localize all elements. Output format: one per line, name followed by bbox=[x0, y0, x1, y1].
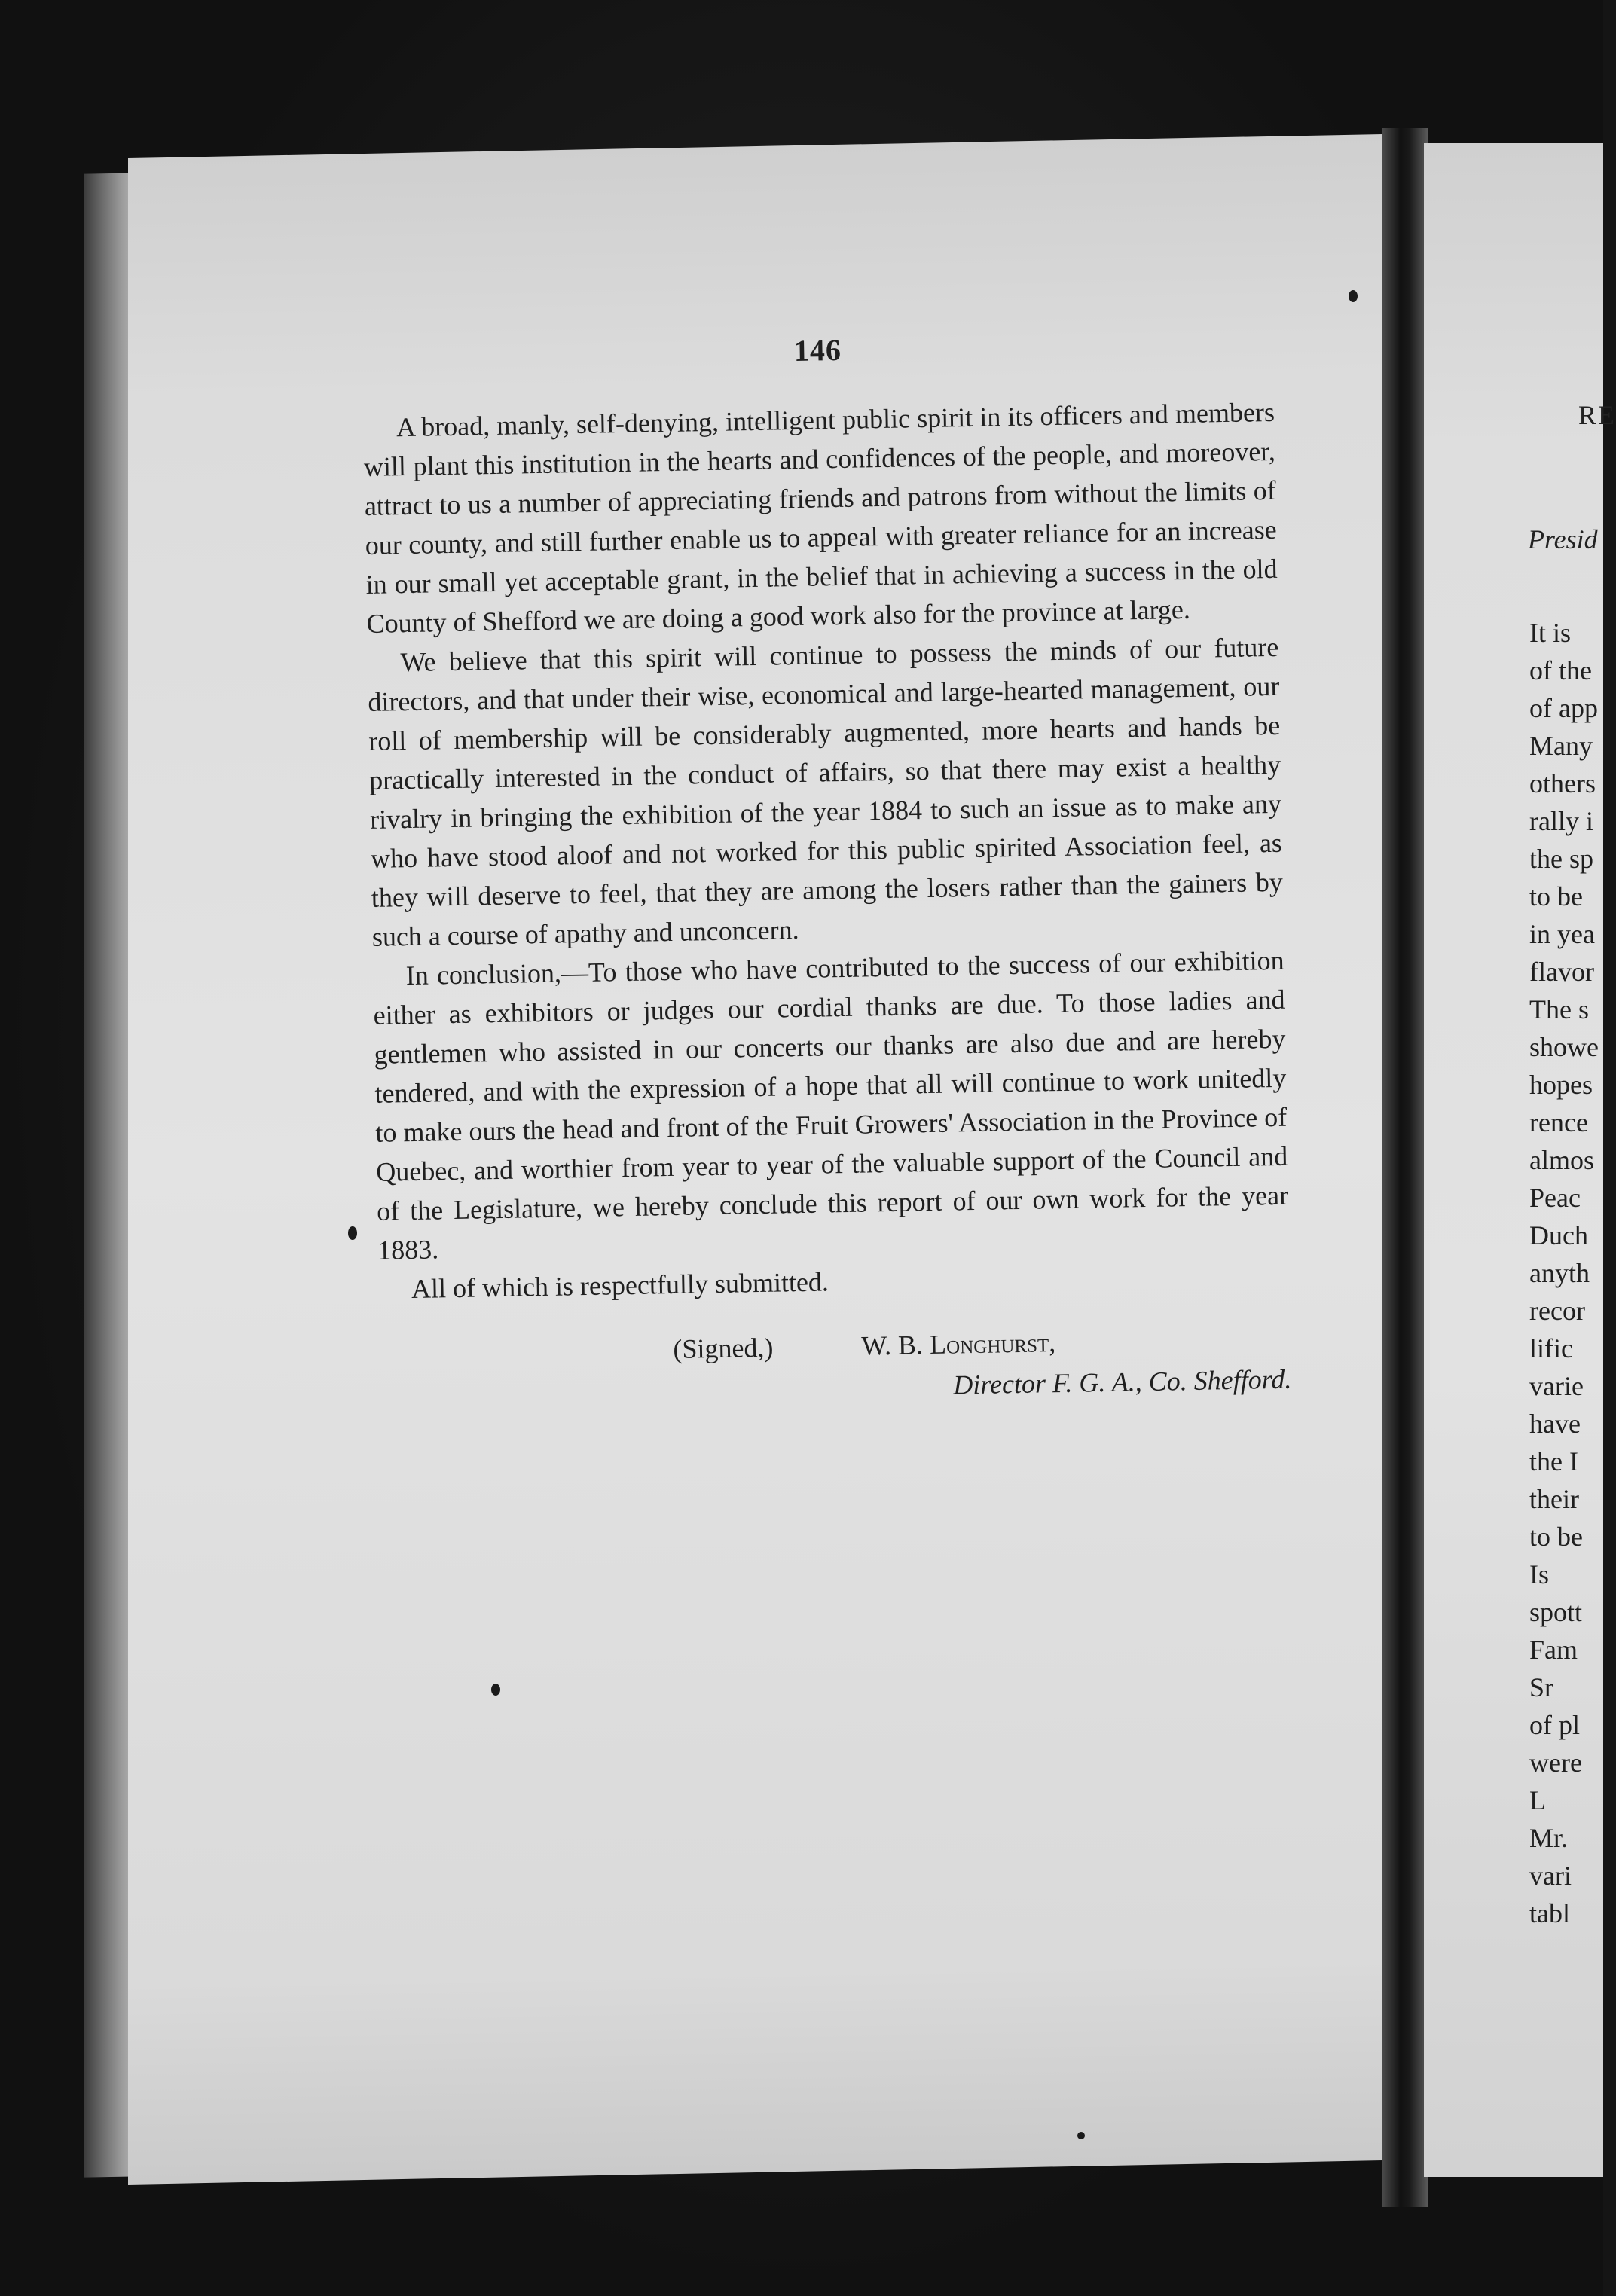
right-page-line: others bbox=[1529, 768, 1596, 798]
right-page-heading: RE bbox=[1578, 400, 1616, 430]
paragraph-1: A broad, manly, self-denying, intelligent public spirit in its officers and members will plant this institution in the hearts and confidences of the people, and moreover, attract to us a number of appreciating friends and patrons from without the limits of our county, and still further enable us to appeal with greater reliance for an increase in our small yet acceptable grant, in the belief that in achieving a success in the old County of Shefford we are doing a good work also for the province at large. bbox=[363, 396, 1278, 639]
right-page-line: the sp bbox=[1529, 844, 1593, 874]
paragraph-2: We believe that this spirit will continue to possess the minds of our future directors, and that under their wise, economical and large-hearted management, our roll of membership will be considerably augmented, more hearts and hands be practically interested in the conduct of affairs, so that there may exist a healthy rivalry in bringing the exhibition of the year 1884 to such an issue as to make any who have stood aloof and not worked for this public spirited Association feel, as they will deserve to feel, that they are among the losers rather than the gainers by such a course of apathy and unconcern. bbox=[368, 631, 1284, 952]
film-speck bbox=[1077, 2132, 1085, 2139]
right-page-line: It is bbox=[1529, 618, 1572, 648]
right-page-line: Mr. bbox=[1529, 1823, 1569, 1853]
paragraph-3: In conclusion,—To those who have contributed to the success of our exhibition either as exhibitors or judges our cordial thanks are due. To those ladies and gentlemen who assisted in our concerts our thanks are also due and are hereby tendered, and with the expression of a hope that all will continue to work unitedly to make ours the head and front of the Fruit Growers' Association in the Province of Quebec, and worthier from year to year of the valuable support of the Council and of the Legislature, we hereby conclude this report of our own work for the year 1883. bbox=[373, 945, 1289, 1266]
right-page-line: anyth bbox=[1529, 1258, 1590, 1288]
right-page-line: Duch bbox=[1529, 1220, 1588, 1250]
right-page-line: showe bbox=[1529, 1032, 1599, 1062]
right-page-line: of pl bbox=[1529, 1710, 1580, 1740]
right-page-line: Fam bbox=[1529, 1635, 1578, 1665]
right-page-line: tabl bbox=[1529, 1898, 1570, 1928]
right-page-line: The s bbox=[1529, 994, 1589, 1024]
right-page-line: lific bbox=[1529, 1333, 1573, 1363]
right-page-line: varie bbox=[1529, 1371, 1584, 1401]
right-page-line: spott bbox=[1529, 1597, 1583, 1627]
signatory-name: W. B. Longhurst, bbox=[861, 1327, 1056, 1361]
right-page-line: to be bbox=[1529, 1522, 1583, 1552]
right-page-line: the I bbox=[1529, 1446, 1578, 1476]
right-page-line: hopes bbox=[1529, 1070, 1593, 1100]
right-page-line: rally i bbox=[1529, 806, 1593, 836]
right-page-line: vari bbox=[1529, 1861, 1572, 1891]
right-page-line: in yea bbox=[1529, 919, 1595, 949]
book-gutter bbox=[1382, 128, 1428, 2207]
signatory-title: Director F. G. A., Co. Shefford. bbox=[953, 1363, 1292, 1400]
right-page-line: rence bbox=[1529, 1107, 1588, 1137]
right-page-line: have bbox=[1529, 1409, 1581, 1439]
signature-block bbox=[379, 1319, 1292, 1418]
film-speck bbox=[348, 1226, 357, 1240]
right-page-text-fragment bbox=[1529, 614, 1599, 1932]
right-page-line: Many bbox=[1529, 731, 1593, 761]
right-page-line: almos bbox=[1529, 1145, 1594, 1175]
right-page-line: were bbox=[1529, 1748, 1582, 1778]
right-page-subheading: Presid bbox=[1528, 524, 1598, 554]
film-speck bbox=[491, 1684, 500, 1696]
page-number: 146 bbox=[793, 332, 842, 368]
right-page-line: their bbox=[1529, 1484, 1579, 1514]
right-page-line: Peac bbox=[1529, 1183, 1581, 1213]
right-page-line: Sr bbox=[1529, 1672, 1554, 1702]
right-page-line: of the bbox=[1529, 655, 1592, 685]
film-speck bbox=[1349, 290, 1358, 302]
right-page-line: recor bbox=[1529, 1296, 1585, 1326]
right-page-line: to be bbox=[1529, 881, 1583, 911]
left-page-text bbox=[362, 323, 1292, 1418]
right-page-line: Is bbox=[1529, 1559, 1549, 1589]
signed-label: (Signed,) bbox=[673, 1332, 774, 1364]
right-page-line: flavor bbox=[1529, 957, 1594, 987]
right-page-line: of app bbox=[1529, 693, 1598, 723]
paragraph-4: All of which is respectfully submitted. bbox=[411, 1266, 829, 1305]
right-page-line: L bbox=[1529, 1785, 1546, 1815]
